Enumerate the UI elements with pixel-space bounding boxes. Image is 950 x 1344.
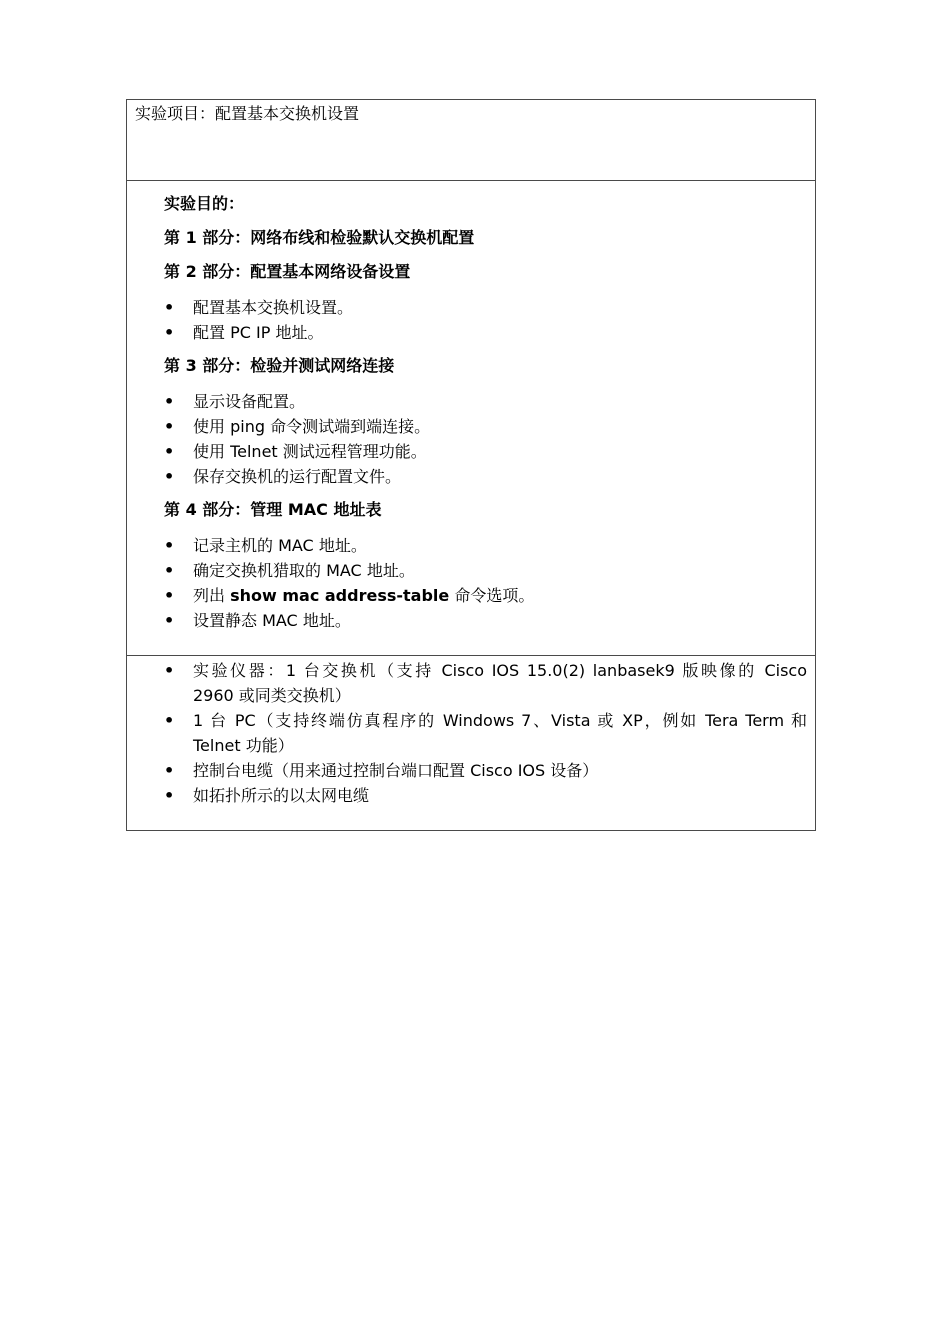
part-4-heading: 第 4 部分：管理 MAC 地址表 (164, 500, 382, 519)
bullet-icon: • (164, 586, 175, 605)
part-2-list (164, 295, 807, 345)
equipment-list (164, 658, 807, 808)
lab-title: 实验项目：配置基本交换机设置 (135, 104, 360, 123)
bullet-icon: • (164, 786, 175, 805)
bullet-icon: • (164, 761, 175, 780)
list-item: • 记录主机的 MAC 地址。 (164, 533, 807, 558)
bullet-icon: • (164, 298, 175, 317)
list-item: • 配置 PC IP 地址。 (164, 320, 807, 345)
title-cell (127, 100, 815, 181)
list-item: • 1 台 PC（支持终端仿真程序的 Windows 7、Vista 或 XP，例如 Tera Term 和 Telnet 功能） (164, 708, 807, 758)
part-3-heading: 第 3 部分：检验并测试网络连接 (164, 356, 395, 375)
part-3-list (164, 389, 807, 489)
part-4-list (164, 533, 807, 633)
list-item: • 控制台电缆（用来通过控制台端口配置 Cisco IOS 设备） (164, 758, 807, 783)
bullet-icon: • (164, 392, 175, 411)
bullet-icon: • (164, 442, 175, 461)
list-item: • 使用 Telnet 测试远程管理功能。 (164, 439, 807, 464)
list-item: • 显示设备配置。 (164, 389, 807, 414)
bullet-icon: • (164, 561, 175, 580)
list-item: • 配置基本交换机设置。 (164, 295, 807, 320)
bullet-icon: • (164, 661, 175, 680)
list-item: • 列出 show mac address-table 命令选项。 (164, 583, 807, 608)
bullet-icon: • (164, 711, 175, 730)
part-1-heading: 第 1 部分：网络布线和检验默认交换机配置 (164, 228, 475, 247)
bullet-icon: • (164, 417, 175, 436)
bullet-icon: • (164, 611, 175, 630)
list-item: • 保存交换机的运行配置文件。 (164, 464, 807, 489)
list-item: • 设置静态 MAC 地址。 (164, 608, 807, 633)
equipment-cell (127, 656, 815, 830)
list-item: • 实验仪器：1 台交换机（支持 Cisco IOS 15.0(2) lanbasek9 版映像的 Cisco 2960 或同类交换机） (164, 658, 807, 708)
part-2-heading: 第 2 部分：配置基本网络设备设置 (164, 262, 411, 281)
list-item: • 确定交换机猎取的 MAC 地址。 (164, 558, 807, 583)
objectives-heading: 实验目的： (164, 194, 245, 213)
bullet-icon: • (164, 536, 175, 555)
list-item: • 如拓扑所示的以太网电缆 (164, 783, 807, 808)
bullet-icon: • (164, 323, 175, 342)
lab-table (126, 99, 816, 831)
bullet-icon: • (164, 467, 175, 486)
show-mac-command: show mac address-table (230, 586, 450, 605)
list-item: • 使用 ping 命令测试端到端连接。 (164, 414, 807, 439)
objectives-cell (127, 181, 815, 656)
